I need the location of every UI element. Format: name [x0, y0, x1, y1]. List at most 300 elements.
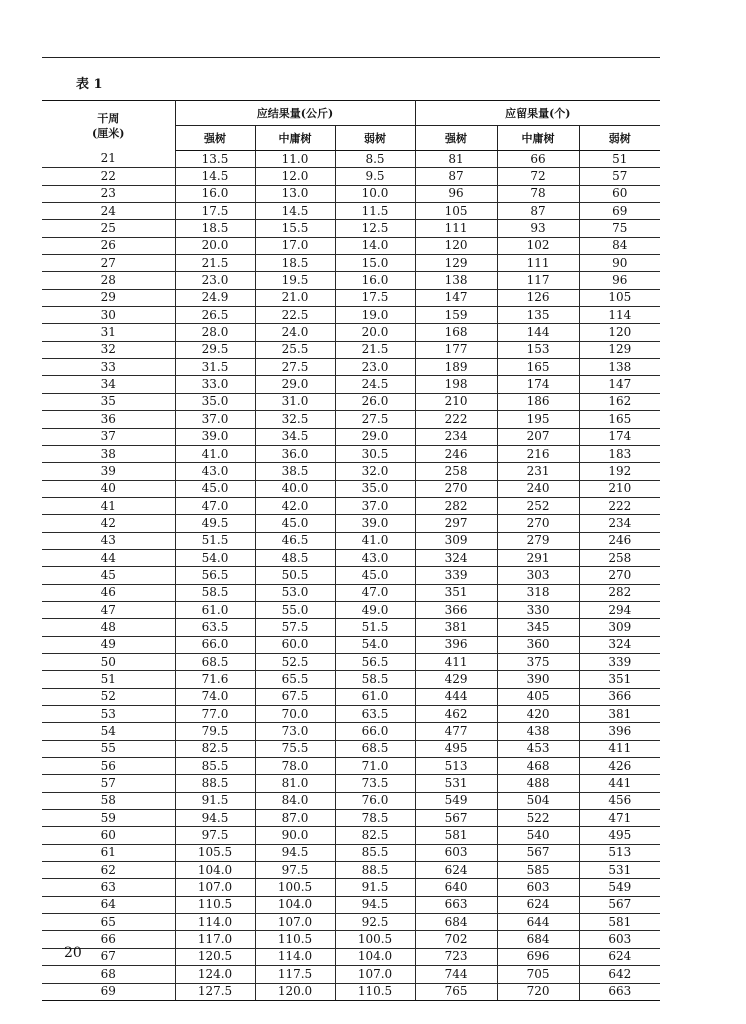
- table-row: [42, 393, 660, 410]
- cell-weight-medium: 57.5: [255, 619, 335, 636]
- cell-weight-medium: 65.5: [255, 671, 335, 688]
- cell-count-medium: 540: [497, 827, 579, 844]
- cell-weight-medium: 34.5: [255, 428, 335, 445]
- cell-count-weak: 75: [579, 220, 660, 237]
- cell-count-weak: 69: [579, 203, 660, 220]
- cell-count-strong: 246: [415, 445, 497, 462]
- table-row: [42, 740, 660, 757]
- cell-weight-weak: 47.0: [335, 584, 415, 601]
- cell-weight-strong: 110.5: [175, 896, 255, 913]
- cell-girth: 33: [42, 359, 175, 376]
- cell-count-weak: 105: [579, 289, 660, 306]
- cell-count-strong: 270: [415, 480, 497, 497]
- cell-count-strong: 531: [415, 775, 497, 792]
- cell-girth: 22: [42, 168, 175, 185]
- cell-count-weak: 309: [579, 619, 660, 636]
- cell-count-weak: 426: [579, 758, 660, 775]
- cell-girth: 69: [42, 983, 175, 1000]
- cell-count-strong: 366: [415, 601, 497, 618]
- cell-count-strong: 429: [415, 671, 497, 688]
- cell-weight-weak: 19.0: [335, 307, 415, 324]
- cell-weight-medium: 11.0: [255, 151, 335, 168]
- cell-count-strong: 87: [415, 168, 497, 185]
- cell-count-weak: 339: [579, 653, 660, 670]
- cell-weight-medium: 120.0: [255, 983, 335, 1000]
- cell-weight-weak: 11.5: [335, 203, 415, 220]
- table-row: [42, 601, 660, 618]
- cell-count-weak: 381: [579, 706, 660, 723]
- cell-weight-medium: 45.0: [255, 515, 335, 532]
- table-row: [42, 896, 660, 913]
- cell-weight-strong: 20.0: [175, 237, 255, 254]
- cell-weight-medium: 81.0: [255, 775, 335, 792]
- cell-count-weak: 351: [579, 671, 660, 688]
- cell-count-weak: 60: [579, 185, 660, 202]
- cell-weight-strong: 66.0: [175, 636, 255, 653]
- cell-weight-strong: 43.0: [175, 463, 255, 480]
- cell-count-strong: 495: [415, 740, 497, 757]
- cell-count-weak: 90: [579, 255, 660, 272]
- cell-weight-medium: 75.5: [255, 740, 335, 757]
- table-row: [42, 341, 660, 358]
- table-row: [42, 706, 660, 723]
- table-row: [42, 237, 660, 254]
- table-row: [42, 463, 660, 480]
- cell-weight-medium: 84.0: [255, 792, 335, 809]
- cell-weight-strong: 39.0: [175, 428, 255, 445]
- cell-weight-strong: 51.5: [175, 532, 255, 549]
- cell-count-strong: 765: [415, 983, 497, 1000]
- cell-count-medium: 624: [497, 896, 579, 913]
- cell-weight-weak: 82.5: [335, 827, 415, 844]
- cell-count-strong: 96: [415, 185, 497, 202]
- table-row: [42, 584, 660, 601]
- cell-count-medium: 522: [497, 810, 579, 827]
- cell-count-strong: 234: [415, 428, 497, 445]
- cell-count-medium: 174: [497, 376, 579, 393]
- cell-girth: 26: [42, 237, 175, 254]
- cell-weight-medium: 36.0: [255, 445, 335, 462]
- cell-count-weak: 114: [579, 307, 660, 324]
- cell-count-strong: 282: [415, 497, 497, 514]
- cell-count-strong: 462: [415, 706, 497, 723]
- cell-girth: 54: [42, 723, 175, 740]
- cell-count-medium: 504: [497, 792, 579, 809]
- table-row: [42, 272, 660, 289]
- cell-count-strong: 581: [415, 827, 497, 844]
- cell-count-strong: 168: [415, 324, 497, 341]
- col-header-count-medium: 中庸树: [497, 126, 579, 151]
- cell-count-strong: 702: [415, 931, 497, 948]
- cell-count-weak: 210: [579, 480, 660, 497]
- cell-count-medium: 705: [497, 966, 579, 983]
- cell-count-weak: 567: [579, 896, 660, 913]
- cell-girth: 37: [42, 428, 175, 445]
- cell-girth: 30: [42, 307, 175, 324]
- table-row: [42, 966, 660, 983]
- cell-weight-medium: 24.0: [255, 324, 335, 341]
- cell-count-weak: 183: [579, 445, 660, 462]
- cell-girth: 42: [42, 515, 175, 532]
- cell-weight-weak: 73.5: [335, 775, 415, 792]
- cell-weight-weak: 107.0: [335, 966, 415, 983]
- cell-count-weak: 396: [579, 723, 660, 740]
- table-row: [42, 532, 660, 549]
- cell-count-medium: 303: [497, 567, 579, 584]
- cell-girth: 68: [42, 966, 175, 983]
- cell-count-weak: 174: [579, 428, 660, 445]
- table-row: [42, 983, 660, 1000]
- table-row: [42, 359, 660, 376]
- cell-weight-medium: 12.0: [255, 168, 335, 185]
- col-header-count-weak: 弱树: [579, 126, 660, 151]
- table-row: [42, 515, 660, 532]
- cell-weight-medium: 67.5: [255, 688, 335, 705]
- cell-count-medium: 216: [497, 445, 579, 462]
- cell-count-weak: 324: [579, 636, 660, 653]
- cell-girth: 48: [42, 619, 175, 636]
- cell-weight-strong: 61.0: [175, 601, 255, 618]
- cell-weight-medium: 46.5: [255, 532, 335, 549]
- cell-weight-medium: 13.0: [255, 185, 335, 202]
- cell-count-strong: 258: [415, 463, 497, 480]
- cell-count-strong: 549: [415, 792, 497, 809]
- cell-girth: 24: [42, 203, 175, 220]
- cell-count-medium: 390: [497, 671, 579, 688]
- cell-weight-medium: 48.5: [255, 549, 335, 566]
- cell-weight-strong: 124.0: [175, 966, 255, 983]
- table-row: [42, 758, 660, 775]
- cell-weight-medium: 100.5: [255, 879, 335, 896]
- cell-girth: 47: [42, 601, 175, 618]
- cell-count-strong: 81: [415, 151, 497, 168]
- cell-girth: 61: [42, 844, 175, 861]
- cell-count-medium: 360: [497, 636, 579, 653]
- cell-weight-medium: 97.5: [255, 862, 335, 879]
- cell-girth: 36: [42, 411, 175, 428]
- table-row: [42, 914, 660, 931]
- cell-girth: 46: [42, 584, 175, 601]
- cell-weight-weak: 94.5: [335, 896, 415, 913]
- cell-count-weak: 282: [579, 584, 660, 601]
- cell-weight-medium: 40.0: [255, 480, 335, 497]
- cell-girth: 59: [42, 810, 175, 827]
- cell-girth: 43: [42, 532, 175, 549]
- cell-girth: 40: [42, 480, 175, 497]
- table-row: [42, 723, 660, 740]
- girth-header-unit: (厘米): [92, 126, 125, 140]
- cell-count-medium: 207: [497, 428, 579, 445]
- cell-weight-weak: 85.5: [335, 844, 415, 861]
- cell-count-medium: 93: [497, 220, 579, 237]
- cell-count-strong: 222: [415, 411, 497, 428]
- cell-weight-medium: 90.0: [255, 827, 335, 844]
- table-row: [42, 445, 660, 462]
- cell-weight-strong: 18.5: [175, 220, 255, 237]
- col-header-count-strong: 强树: [415, 126, 497, 151]
- cell-count-medium: 135: [497, 307, 579, 324]
- cell-girth: 58: [42, 792, 175, 809]
- cell-weight-weak: 56.5: [335, 653, 415, 670]
- cell-weight-weak: 91.5: [335, 879, 415, 896]
- table-row: [42, 307, 660, 324]
- cell-count-medium: 231: [497, 463, 579, 480]
- cell-weight-strong: 120.5: [175, 948, 255, 965]
- cell-girth: 45: [42, 567, 175, 584]
- cell-count-strong: 159: [415, 307, 497, 324]
- cell-weight-weak: 39.0: [335, 515, 415, 532]
- cell-girth: 66: [42, 931, 175, 948]
- cell-count-weak: 120: [579, 324, 660, 341]
- cell-weight-strong: 104.0: [175, 862, 255, 879]
- cell-girth: 34: [42, 376, 175, 393]
- cell-weight-medium: 38.5: [255, 463, 335, 480]
- cell-weight-strong: 54.0: [175, 549, 255, 566]
- table-row: [42, 844, 660, 861]
- cell-weight-medium: 60.0: [255, 636, 335, 653]
- cell-count-weak: 294: [579, 601, 660, 618]
- cell-weight-weak: 51.5: [335, 619, 415, 636]
- cell-weight-strong: 47.0: [175, 497, 255, 514]
- cell-count-medium: 345: [497, 619, 579, 636]
- cell-count-medium: 186: [497, 393, 579, 410]
- cell-count-medium: 195: [497, 411, 579, 428]
- cell-weight-strong: 29.5: [175, 341, 255, 358]
- table-row: [42, 255, 660, 272]
- cell-count-strong: 198: [415, 376, 497, 393]
- cell-count-weak: 258: [579, 549, 660, 566]
- cell-count-weak: 441: [579, 775, 660, 792]
- cell-count-medium: 165: [497, 359, 579, 376]
- fruit-count-group-header: 应留果量(个): [415, 101, 660, 126]
- cell-weight-strong: 58.5: [175, 584, 255, 601]
- cell-count-medium: 405: [497, 688, 579, 705]
- cell-count-weak: 581: [579, 914, 660, 931]
- table-row: [42, 636, 660, 653]
- cell-count-strong: 513: [415, 758, 497, 775]
- cell-weight-weak: 23.0: [335, 359, 415, 376]
- cell-count-medium: 270: [497, 515, 579, 532]
- cell-count-weak: 96: [579, 272, 660, 289]
- table-row: [42, 775, 660, 792]
- cell-girth: 60: [42, 827, 175, 844]
- cell-count-medium: 420: [497, 706, 579, 723]
- cell-weight-weak: 110.5: [335, 983, 415, 1000]
- cell-count-weak: 456: [579, 792, 660, 809]
- cell-weight-medium: 15.5: [255, 220, 335, 237]
- cell-weight-strong: 127.5: [175, 983, 255, 1000]
- cell-count-strong: 444: [415, 688, 497, 705]
- cell-weight-strong: 79.5: [175, 723, 255, 740]
- table-row: [42, 151, 660, 168]
- cell-girth: 50: [42, 653, 175, 670]
- cell-count-strong: 147: [415, 289, 497, 306]
- cell-girth: 29: [42, 289, 175, 306]
- cell-weight-weak: 104.0: [335, 948, 415, 965]
- cell-weight-weak: 27.5: [335, 411, 415, 428]
- cell-count-weak: 138: [579, 359, 660, 376]
- cell-weight-medium: 19.5: [255, 272, 335, 289]
- table-row: [42, 324, 660, 341]
- cell-count-medium: 240: [497, 480, 579, 497]
- cell-weight-weak: 29.0: [335, 428, 415, 445]
- cell-weight-medium: 87.0: [255, 810, 335, 827]
- cell-count-weak: 162: [579, 393, 660, 410]
- cell-count-weak: 495: [579, 827, 660, 844]
- cell-weight-medium: 114.0: [255, 948, 335, 965]
- cell-weight-medium: 25.5: [255, 341, 335, 358]
- table-row: [42, 168, 660, 185]
- cell-weight-strong: 45.0: [175, 480, 255, 497]
- table-row: [42, 185, 660, 202]
- cell-weight-medium: 55.0: [255, 601, 335, 618]
- table-row: [42, 220, 660, 237]
- cell-count-strong: 624: [415, 862, 497, 879]
- cell-weight-strong: 14.5: [175, 168, 255, 185]
- cell-count-strong: 309: [415, 532, 497, 549]
- cell-count-weak: 192: [579, 463, 660, 480]
- cell-count-medium: 438: [497, 723, 579, 740]
- cell-girth: 65: [42, 914, 175, 931]
- table-row: [42, 619, 660, 636]
- cell-count-weak: 246: [579, 532, 660, 549]
- table-row: [42, 567, 660, 584]
- cell-weight-medium: 14.5: [255, 203, 335, 220]
- col-header-weight-weak: 弱树: [335, 126, 415, 151]
- cell-weight-medium: 110.5: [255, 931, 335, 948]
- cell-weight-strong: 114.0: [175, 914, 255, 931]
- cell-weight-medium: 53.0: [255, 584, 335, 601]
- cell-weight-strong: 31.5: [175, 359, 255, 376]
- cell-count-medium: 720: [497, 983, 579, 1000]
- cell-weight-medium: 17.0: [255, 237, 335, 254]
- cell-weight-strong: 68.5: [175, 653, 255, 670]
- cell-girth: 35: [42, 393, 175, 410]
- cell-girth: 49: [42, 636, 175, 653]
- cell-weight-weak: 58.5: [335, 671, 415, 688]
- cell-count-strong: 129: [415, 255, 497, 272]
- cell-weight-weak: 35.0: [335, 480, 415, 497]
- cell-count-weak: 603: [579, 931, 660, 948]
- table-row: [42, 810, 660, 827]
- cell-weight-weak: 68.5: [335, 740, 415, 757]
- cell-girth: 32: [42, 341, 175, 358]
- cell-girth: 62: [42, 862, 175, 879]
- table-row: [42, 289, 660, 306]
- cell-count-weak: 222: [579, 497, 660, 514]
- cell-count-strong: 120: [415, 237, 497, 254]
- cell-count-weak: 147: [579, 376, 660, 393]
- cell-weight-medium: 50.5: [255, 567, 335, 584]
- table-row: [42, 879, 660, 896]
- cell-count-medium: 291: [497, 549, 579, 566]
- table-row: [42, 428, 660, 445]
- cell-girth: 31: [42, 324, 175, 341]
- cell-count-medium: 644: [497, 914, 579, 931]
- cell-weight-weak: 78.5: [335, 810, 415, 827]
- cell-weight-weak: 32.0: [335, 463, 415, 480]
- page-number: 20: [64, 945, 82, 961]
- cell-weight-weak: 88.5: [335, 862, 415, 879]
- cell-girth: 44: [42, 549, 175, 566]
- cell-weight-medium: 117.5: [255, 966, 335, 983]
- cell-weight-medium: 104.0: [255, 896, 335, 913]
- cell-girth: 28: [42, 272, 175, 289]
- cell-count-weak: 129: [579, 341, 660, 358]
- cell-count-weak: 411: [579, 740, 660, 757]
- cell-weight-strong: 24.9: [175, 289, 255, 306]
- cell-weight-weak: 41.0: [335, 532, 415, 549]
- table-row: [42, 671, 660, 688]
- cell-weight-strong: 97.5: [175, 827, 255, 844]
- cell-weight-strong: 23.0: [175, 272, 255, 289]
- cell-weight-weak: 14.0: [335, 237, 415, 254]
- cell-weight-strong: 33.0: [175, 376, 255, 393]
- cell-count-strong: 396: [415, 636, 497, 653]
- cell-weight-weak: 12.5: [335, 220, 415, 237]
- cell-weight-strong: 17.5: [175, 203, 255, 220]
- cell-count-strong: 105: [415, 203, 497, 220]
- fruit-weight-group-header: 应结果量(公斤): [175, 101, 415, 126]
- table-row: [42, 688, 660, 705]
- cell-weight-strong: 26.5: [175, 307, 255, 324]
- table-row: [42, 792, 660, 809]
- cell-weight-strong: 56.5: [175, 567, 255, 584]
- table-row: [42, 480, 660, 497]
- cell-count-medium: 117: [497, 272, 579, 289]
- cell-count-strong: 351: [415, 584, 497, 601]
- table-row: [42, 931, 660, 948]
- cell-count-medium: 153: [497, 341, 579, 358]
- cell-count-weak: 549: [579, 879, 660, 896]
- cell-girth: 38: [42, 445, 175, 462]
- cell-count-weak: 366: [579, 688, 660, 705]
- cell-girth: 23: [42, 185, 175, 202]
- cell-weight-weak: 8.5: [335, 151, 415, 168]
- cell-count-medium: 126: [497, 289, 579, 306]
- cell-count-medium: 111: [497, 255, 579, 272]
- table-row: [42, 497, 660, 514]
- cell-count-strong: 477: [415, 723, 497, 740]
- cell-count-strong: 744: [415, 966, 497, 983]
- cell-weight-weak: 92.5: [335, 914, 415, 931]
- cell-weight-strong: 16.0: [175, 185, 255, 202]
- cell-weight-strong: 107.0: [175, 879, 255, 896]
- cell-girth: 64: [42, 896, 175, 913]
- cell-count-strong: 111: [415, 220, 497, 237]
- table-row: [42, 203, 660, 220]
- cell-weight-medium: 29.0: [255, 376, 335, 393]
- cell-girth: 56: [42, 758, 175, 775]
- cell-girth: 57: [42, 775, 175, 792]
- top-rule: [42, 57, 660, 58]
- cell-count-medium: 585: [497, 862, 579, 879]
- cell-girth: 63: [42, 879, 175, 896]
- table-row: [42, 376, 660, 393]
- cell-count-strong: 339: [415, 567, 497, 584]
- cell-weight-weak: 49.0: [335, 601, 415, 618]
- cell-girth: 21: [42, 151, 175, 168]
- cell-count-medium: 453: [497, 740, 579, 757]
- cell-count-strong: 297: [415, 515, 497, 532]
- table-row: [42, 653, 660, 670]
- cell-count-strong: 567: [415, 810, 497, 827]
- cell-weight-weak: 26.0: [335, 393, 415, 410]
- cell-weight-strong: 82.5: [175, 740, 255, 757]
- cell-count-weak: 270: [579, 567, 660, 584]
- cell-weight-strong: 94.5: [175, 810, 255, 827]
- cell-girth: 52: [42, 688, 175, 705]
